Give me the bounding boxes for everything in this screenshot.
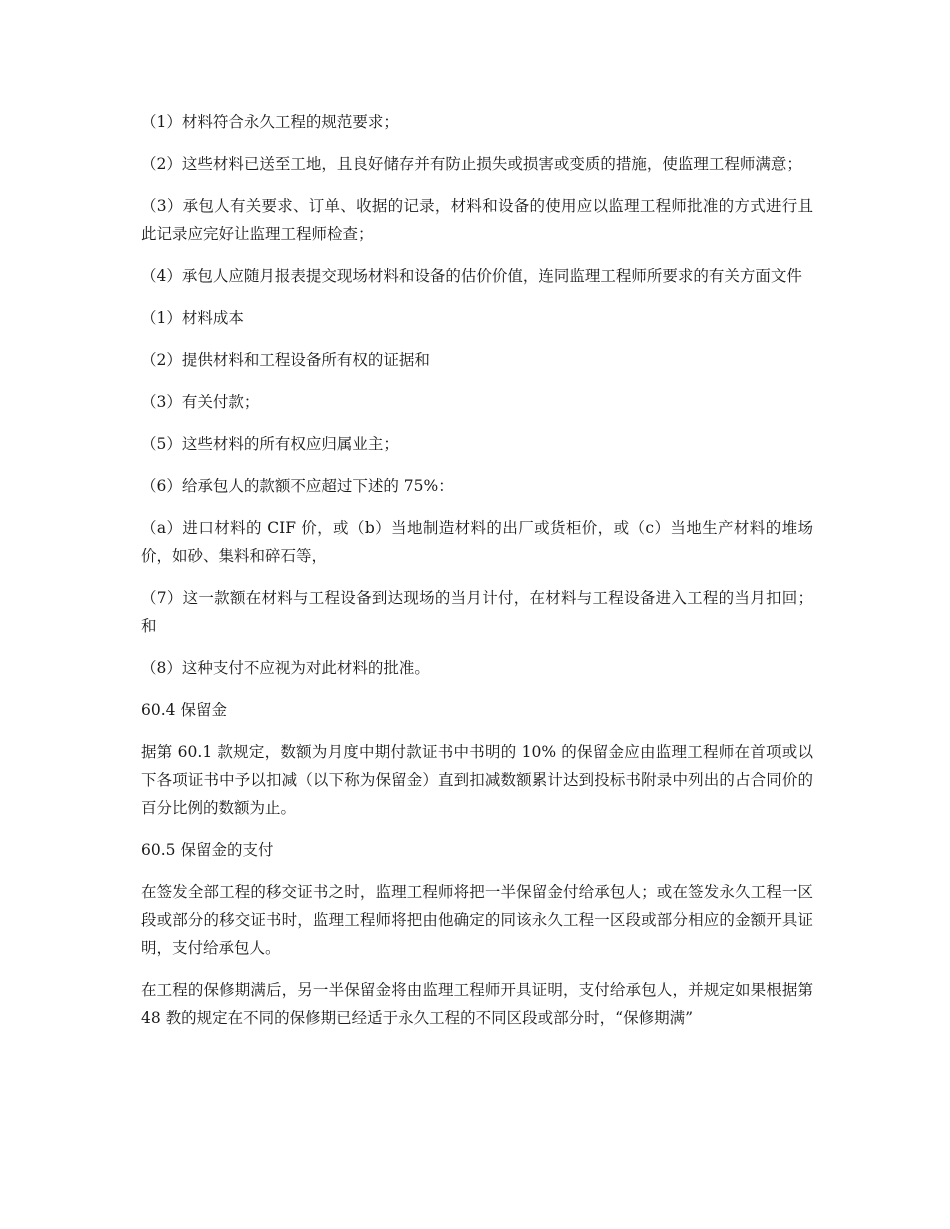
sub-item-payments: （3）有关付款；: [141, 393, 260, 411]
list-item-payment-timing: （7）这一款额在材料与工程设备到达现场的当月计付，在材料与工程设备进入工程的当月扣回；和: [141, 589, 813, 635]
paragraph-taking-over-payment: 在签发全部工程的移交证书之时，监理工程师将把一半保留金付给承包人；或在签发永久工程一区段或部分的移交证书时，监理工程师将把由他确定的同该永久工程一区段或部分相应的金额开具证明，支付给承包人。: [141, 883, 813, 957]
list-item-ownership-owner: （5）这些材料的所有权应归属业主；: [141, 435, 399, 453]
list-item-not-approval: （8）这种支付不应视为对此材料的批准。: [141, 659, 430, 677]
sub-item-ownership-evidence: （2）提供材料和工程设备所有权的证据和: [141, 351, 430, 369]
list-item-contractor-records: （3）承包人有关要求、订单、收据的记录，材料和设备的使用应以监理工程师批准的方式进行且此记录应完好让监理工程师检查；: [141, 197, 813, 243]
document-body: [141, 108, 813, 1046]
paragraph-maintenance-expiry: 在工程的保修期满后，另一半保留金将由监理工程师开具证明，支付给承包人，并规定如果根据第 48 教的规定在不同的保修期已经适于永久工程的不同区段或部分时，“保修期满”: [141, 981, 813, 1027]
list-item-monthly-statement: （4）承包人应随月报表提交现场材料和设备的估价价值，连同监理工程师所要求的有关方面文件: [141, 267, 802, 285]
section-heading-retention: 60.4 保留金: [141, 701, 227, 719]
section-heading-retention-payment: 60.5 保留金的支付: [141, 841, 274, 859]
list-item-materials-delivered: （2）这些材料已送至工地，且良好储存并有防止损失或损害或变质的措施，使监理工程师满意；: [141, 155, 802, 173]
list-item-price-basis: （a）进口材料的 CIF 价，或（b）当地制造材料的出厂或货柜价，或（c）当地生产材料的堆场价，如砂、集料和碎石等，: [141, 519, 813, 565]
list-item-amount-limit: （6）给承包人的款额不应超过下述的 75%：: [141, 477, 454, 495]
list-item-materials-spec: （1）材料符合永久工程的规范要求；: [141, 113, 399, 131]
paragraph-retention-deduction: 据第 60.1 款规定，数额为月度中期付款证书中书明的 10% 的保留金应由监理工程师在首项或以下各项证书中予以扣减（以下称为保留金）直到扣减数额累计达到投标书附录中列出的占合同价的百分比例的数额为止。: [141, 743, 813, 817]
sub-item-material-cost: （1）材料成本: [141, 309, 244, 327]
